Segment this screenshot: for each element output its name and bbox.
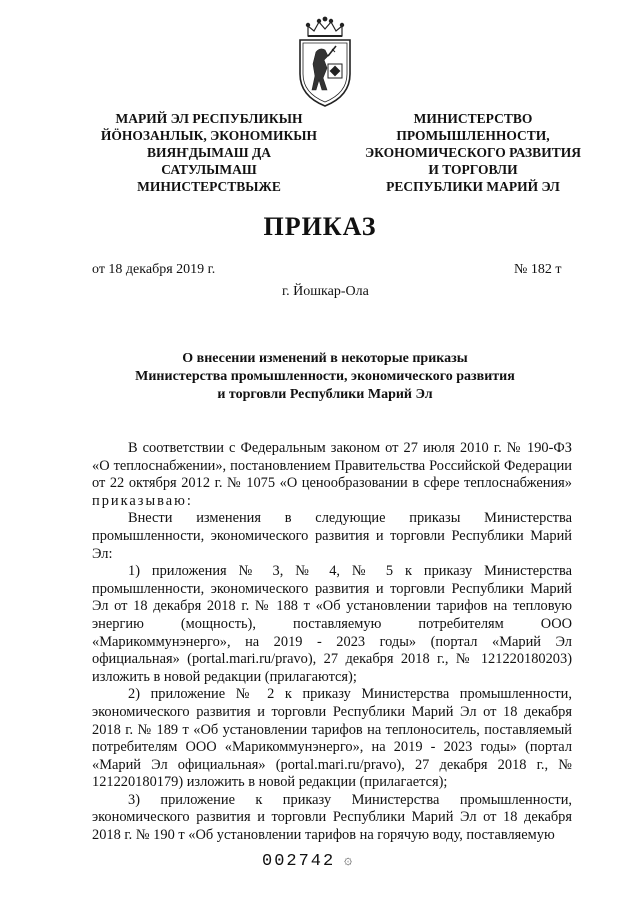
header-left-line: ЙӦНОЗАНЛЫК, ЭКОНОМИКЫН [100, 128, 318, 143]
subject-line: и торговли Республики Марий Эл [217, 387, 433, 402]
header-left-line: МИНИСТЕРСТВЫЖЕ [137, 179, 281, 194]
header-right-line: ПРОМЫШЛЕННОСТИ, [396, 128, 550, 143]
body-paragraph: 1) приложения № 3, № 4, № 5 к приказу Министерства промышленности, экономического развития и торговли Республики Марий Эл от 18 декабря 2018 г. № 188 т «Об установлении тарифов на тепловую энергию (мощность), поставляемую потребителям ООО «Марикоммунэнерго», на 2019 - 2023 годы» (портал «Марий Эл официальная» (portal.mari.ru/pravo), 27 декабря 2018 г., № 121220180203) изложить в новой редакции (прилагаются); [92, 563, 572, 685]
header-right-line: РЕСПУБЛИКИ МАРИЙ ЭЛ [386, 179, 560, 194]
document-number: № 182 т [514, 262, 562, 277]
header-left-line: САТУЛЫМАШ [161, 162, 257, 177]
header-left-line: ВИЯҤДЫМАШ ДА [147, 145, 271, 160]
body-paragraph-preamble [92, 440, 572, 510]
document-subject [60, 350, 590, 404]
document-date: от 18 декабря 2019 г. [92, 262, 216, 277]
body-paragraph: 3) приложение к приказу Министерства промышленности, экономического развития и торговли Республики Марий Эл от 18 декабря 2018 г. № 190 т «Об установлении тарифов на горячую воду, поставляемую [92, 791, 572, 844]
subject-line: Министерства промышленности, экономического развития [135, 369, 515, 384]
coat-of-arms-emblem [294, 16, 356, 108]
order-word: приказываю: [92, 492, 193, 509]
body-paragraph: Внести изменения в следующие приказы Министерства промышленности, экономического развития и торговли Республики Марий Эл: [92, 510, 572, 562]
crown-icon [306, 17, 343, 36]
document-title: ПРИКАЗ [263, 212, 377, 241]
form-serial-number: 002742 [262, 852, 336, 871]
header-right-line: И ТОРГОВЛИ [428, 162, 518, 177]
preamble-text: В соответствии с Федеральным законом от 27 июля 2010 г. № 190-ФЗ «О теплоснабжении», постановлением Правительства Российской Федерации от 22 октября 2012 г. № 1075 «О ценообразовании в сфере теплоснабжения» [92, 440, 572, 492]
header-left-line: МАРИЙ ЭЛ РЕСПУБЛИКЫН [115, 111, 303, 126]
body-paragraph: 2) приложение № 2 к приказу Министерства промышленности, экономического развития и торговли Республики Марий Эл от 18 декабря 2018 г. № 189 т «Об установлении тарифов на теплоноситель, поставляемый потребителям ООО «Марикоммунэнерго», на 2019 - 2023 годы» (портал «Марий Эл официальная» (portal.mari.ru/pravo), 27 декабря 2018 г., № 121220180179) изложить в новой редакции (прилагается); [92, 686, 572, 791]
document-body [92, 440, 572, 845]
header-right-line: МИНИСТЕРСТВО [413, 111, 533, 126]
ornament-icon: ۞ [344, 853, 353, 868]
document-city: г. Йошкар-Ола [282, 284, 369, 299]
header-bilingual-left [88, 110, 330, 195]
header-ministry-right [342, 110, 604, 195]
subject-line: О внесении изменений в некоторые приказы [182, 351, 468, 366]
header-right-line: ЭКОНОМИЧЕСКОГО РАЗВИТИЯ [365, 145, 581, 160]
